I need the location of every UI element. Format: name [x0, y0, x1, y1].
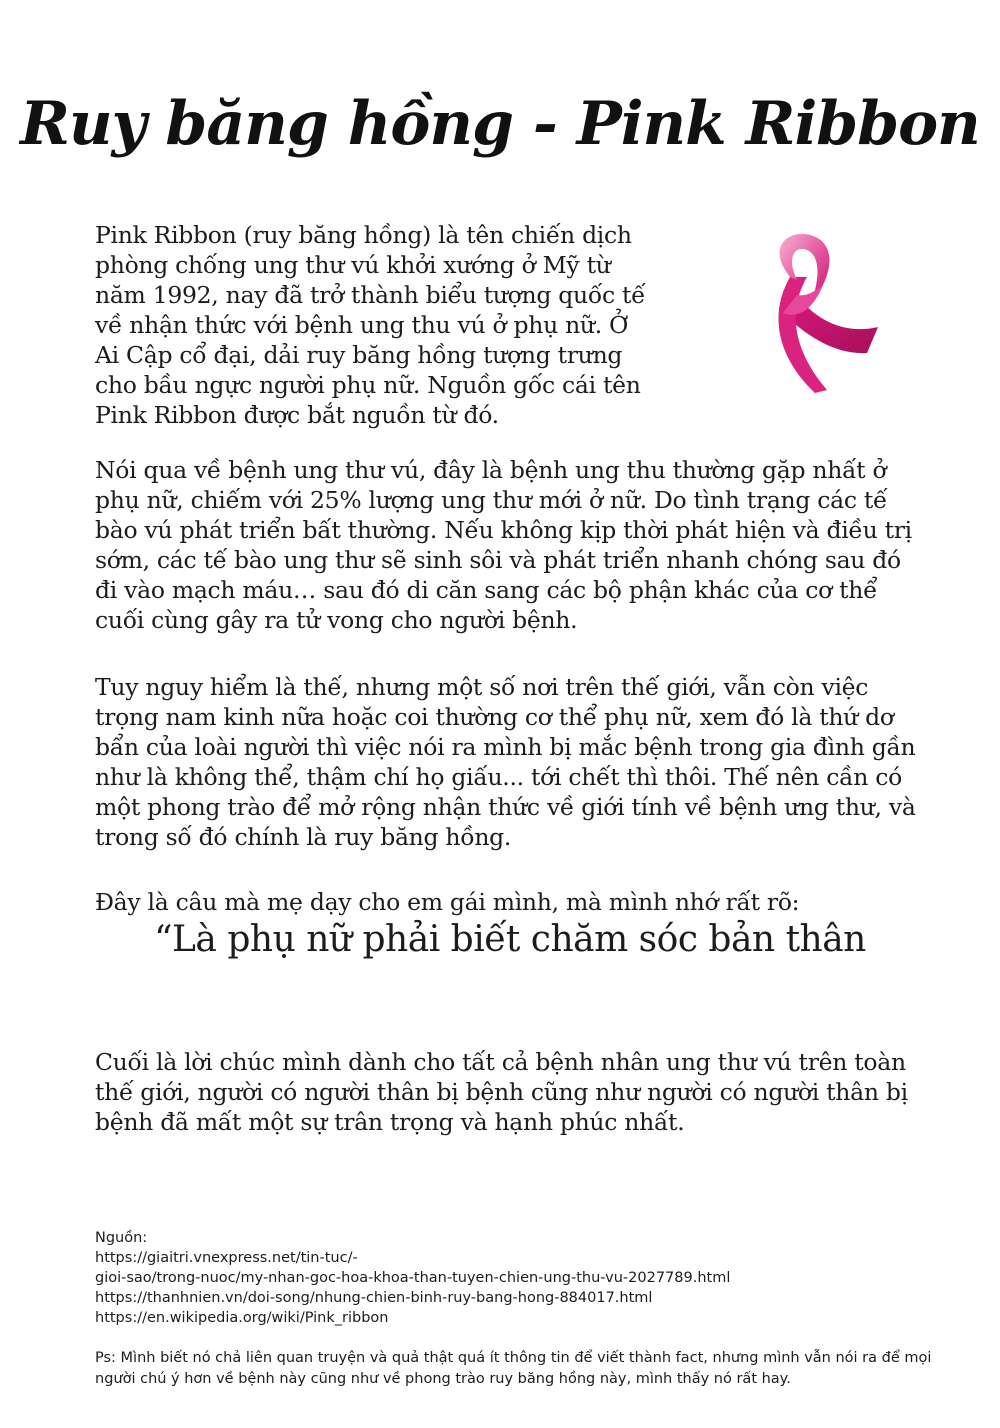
source-link[interactable]: https://thanhnien.vn/doi-song/nhung-chien-binh-ruy-bang-hong-884017.html [95, 1290, 653, 1306]
danger-paragraph: Tuy nguy hiểm là thế, nhưng một số nơi trên thế giới, vẫn còn việc trọng nam kinh nữa hoặc coi thường cơ thể phụ nữ, xem đó là thứ dơ bẩn của loài người thì việc nói ra mình bị mắc bệnh trong gia đình gần như là không thể, thậm chí họ giấu... tới chết thì thôi. Thế nên cần có một phong trào để mở rộng nhận thức về giới tính về bệnh ưng thư, và trong số đó chính là ruy băng hồng. [95, 673, 916, 851]
disease-paragraph: Nói qua về bệnh ung thư vú, đây là bệnh ung thu thường gặp nhất ở phụ nữ, chiếm với 25% lượng ung thư mới ở nữ. Do tình trạng các tế bào vú phát triển bất thường. Nếu không kịp thời phát hiện và điều trị sớm, các tế bào ung thư sẽ sinh sôi và phát triển nhanh chóng sau đó đi vào mạch máu… sau đó di căn sang các bộ phận khác của cơ thể cuối cùng gây ra tử vong cho người bệnh. [95, 456, 912, 634]
sources-block [95, 1228, 915, 1328]
intro-paragraph: Pink Ribbon (ruy băng hồng) là tên chiến dịch phòng chống ung thư vú khởi xướng ở Mỹ từ năm 1992, nay đã trở thành biểu tượng quốc tế về nhận thức với bệnh ung thu vú ở phụ nữ. Ở Ai Cập cổ đại, dải ruy băng hồng tượng trưng cho bầu ngực người phụ nữ. Nguồn gốc cái tên Pink Ribbon được bắt nguồn từ đó. [95, 221, 646, 429]
pink-ribbon-icon [735, 225, 885, 400]
source-link[interactable]: https://giaitri.vnexpress.net/tin-tuc/- [95, 1250, 358, 1266]
quote: “Là phụ nữ phải biết chăm sóc bản thân [154, 919, 866, 960]
page-title: Ruy băng hồng - Pink Ribbon [20, 89, 980, 159]
postscript: Ps: Mình biết nó chả liên quan truyện và quả thật quá ít thông tin để viết thành fact, nhưng mình vẫn nói ra để mọi người chú ý hơn về bệnh này cũng như về phong trào ruy băng hồng này, mình thấy nó rất hay. [95, 1350, 932, 1387]
source-link[interactable]: gioi-sao/trong-nuoc/my-nhan-goc-hoa-khoa-than-tuyen-chien-ung-thu-vu-2027789.html [95, 1270, 731, 1286]
closing-paragraph: Cuối là lời chúc mình dành cho tất cả bệnh nhân ung thư vú trên toàn thế giới, người có người thân bị bệnh cũng như người có người thân bị bệnh đã mất một sự trân trọng và hạnh phúc nhất. [95, 1048, 908, 1136]
quote-lead: Đây là câu mà mẹ dạy cho em gái mình, mà mình nhớ rất rõ: [95, 888, 800, 916]
sources-label: Nguồn: [95, 1230, 148, 1246]
source-link[interactable]: https://en.wikipedia.org/wiki/Pink_ribbon [95, 1310, 389, 1326]
